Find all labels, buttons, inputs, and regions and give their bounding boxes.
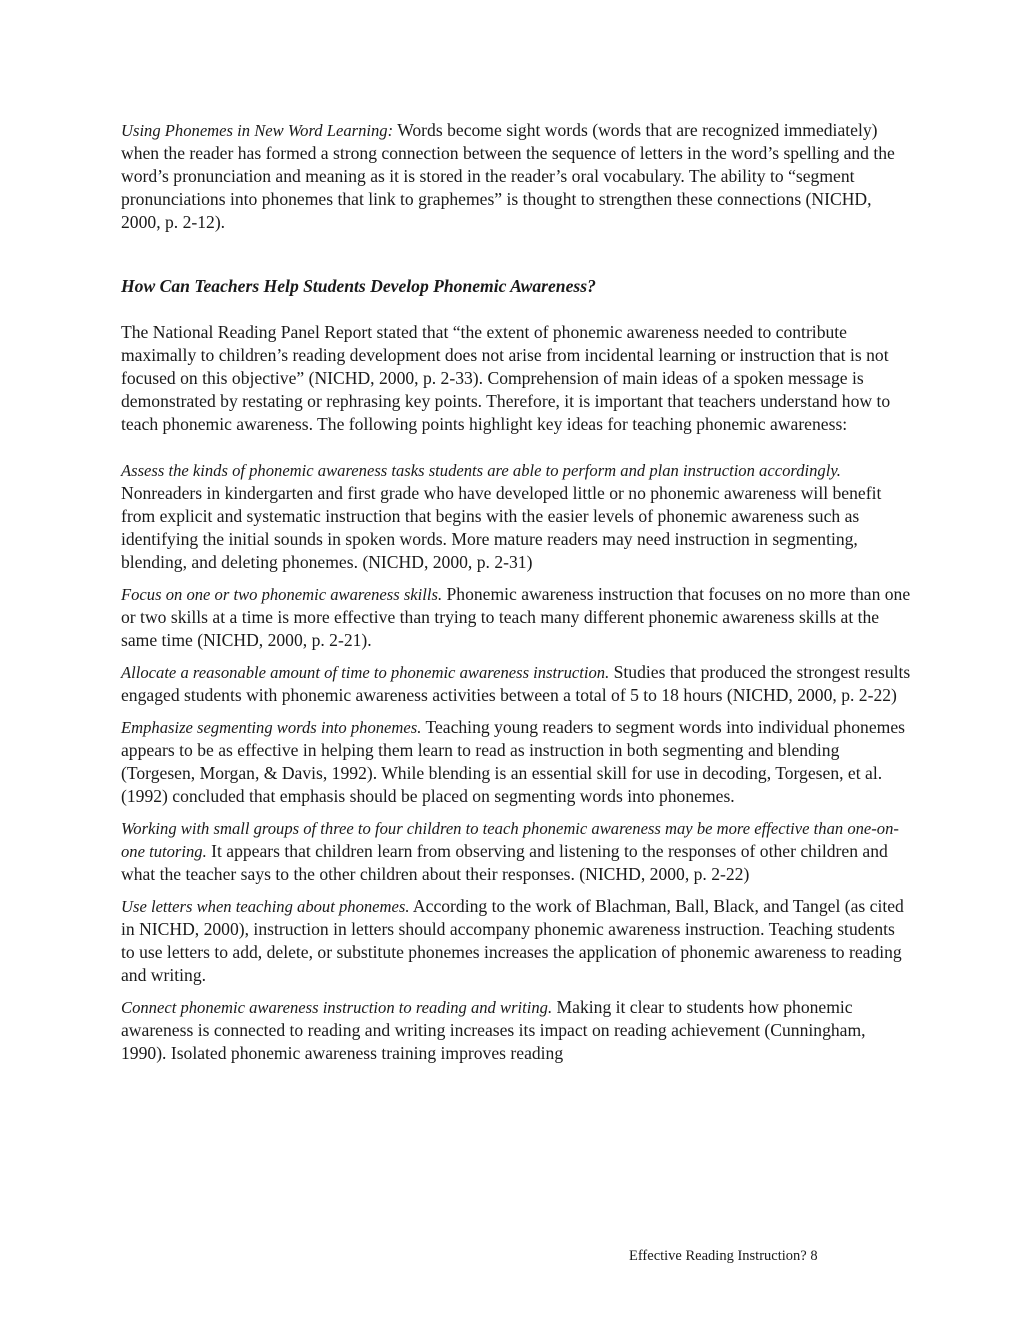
point-lead: Emphasize segmenting words into phonemes. <box>121 718 422 737</box>
point-small-groups <box>121 817 911 886</box>
intro-text: Words become sight words (words that are recognized immediately) when the reader has formed a strong connection between the sequence of letters in the word’s spelling and the word’s pronunciation and meaning as it is stored in the reader’s oral vocabulary. The ability to “segment pronunciations into phonemes that link to graphemes” is thought to strengthen these connections (NICHD, 2000, p. 2-12). <box>121 120 895 232</box>
point-lead: Connect phonemic awareness instruction to reading and writing. <box>121 998 553 1017</box>
point-assess <box>121 459 911 574</box>
intro-lead: Using Phonemes in New Word Learning: <box>121 121 394 140</box>
point-text: Teaching young readers to segment words into individual phonemes appears to be as effective in helping them learn to read as instruction in both segmenting and blending (Torgesen, Morgan, & Davis, 1992). While blending is an essential skill for use in decoding, Torgesen, et al. (1992) concluded that emphasis should be placed on segmenting words into phonemes. <box>121 717 905 806</box>
section-heading: How Can Teachers Help Students Develop Phonemic Awareness? <box>121 276 596 296</box>
point-focus <box>121 583 911 652</box>
page-content <box>121 119 911 1074</box>
body-paragraph: The National Reading Panel Report stated that “the extent of phonemic awareness needed to contribute maximally to children’s reading development does not arise from incidental learning or instruction that is not focused on this objective” (NICHD, 2000, p. 2-33). Comprehension of main ideas of a spoken message is demonstrated by restating or rephrasing key points. Therefore, it is important that teachers understand how to teach phonemic awareness. The following points highlight key ideas for teaching phonemic awareness: <box>121 322 891 434</box>
point-lead: Use letters when teaching about phonemes. <box>121 897 410 916</box>
intro-paragraph <box>121 119 911 234</box>
point-letters <box>121 895 911 987</box>
point-lead: Working with small groups of three to four children to teach phonemic awareness may be more effective than one-on-one tutoring. <box>121 819 899 861</box>
point-emphasize <box>121 716 911 808</box>
point-lead: Focus on one or two phonemic awareness skills. <box>121 585 443 604</box>
page-footer: Effective Reading Instruction? 8 <box>629 1248 818 1264</box>
point-lead: Assess the kinds of phonemic awareness tasks students are able to perform and plan instruction accordingly. <box>121 461 841 480</box>
point-allocate <box>121 661 911 707</box>
point-text: According to the work of Blachman, Ball, Black, and Tangel (as cited in NICHD, 2000), instruction in letters should accompany phonemic awareness instruction. Teaching students to use letters to add, delete, or substitute phonemes increases the application of phonemic awareness to reading and writing. <box>121 896 904 985</box>
point-text: Studies that produced the strongest results engaged students with phonemic awareness activities between a total of 5 to 18 hours (NICHD, 2000, p. 2-22) <box>121 662 911 705</box>
point-lead: Allocate a reasonable amount of time to phonemic awareness instruction. <box>121 663 610 682</box>
point-text: It appears that children learn from observing and listening to the responses of other children and what the teacher says to the other children about their responses. (NICHD, 2000, p. 2-22) <box>121 841 888 884</box>
point-text: Nonreaders in kindergarten and first grade who have developed little or no phonemic awareness will benefit from explicit and systematic instruction that begins with the easier levels of phonemic awareness such as identifying the initial sounds in spoken words. More mature readers may need instruction in segmenting, blending, and deleting phonemes. (NICHD, 2000, p. 2-31) <box>121 483 882 572</box>
point-text: Making it clear to students how phonemic awareness is connected to reading and writing increases its impact on reading achievement (Cunningham, 1990). Isolated phonemic awareness training improves reading <box>121 997 866 1063</box>
point-text: Phonemic awareness instruction that focuses on no more than one or two skills at a time is more effective than trying to teach many different phonemic awareness skills at the same time (NICHD, 2000, p. 2-21). <box>121 584 911 650</box>
point-connect <box>121 996 911 1065</box>
